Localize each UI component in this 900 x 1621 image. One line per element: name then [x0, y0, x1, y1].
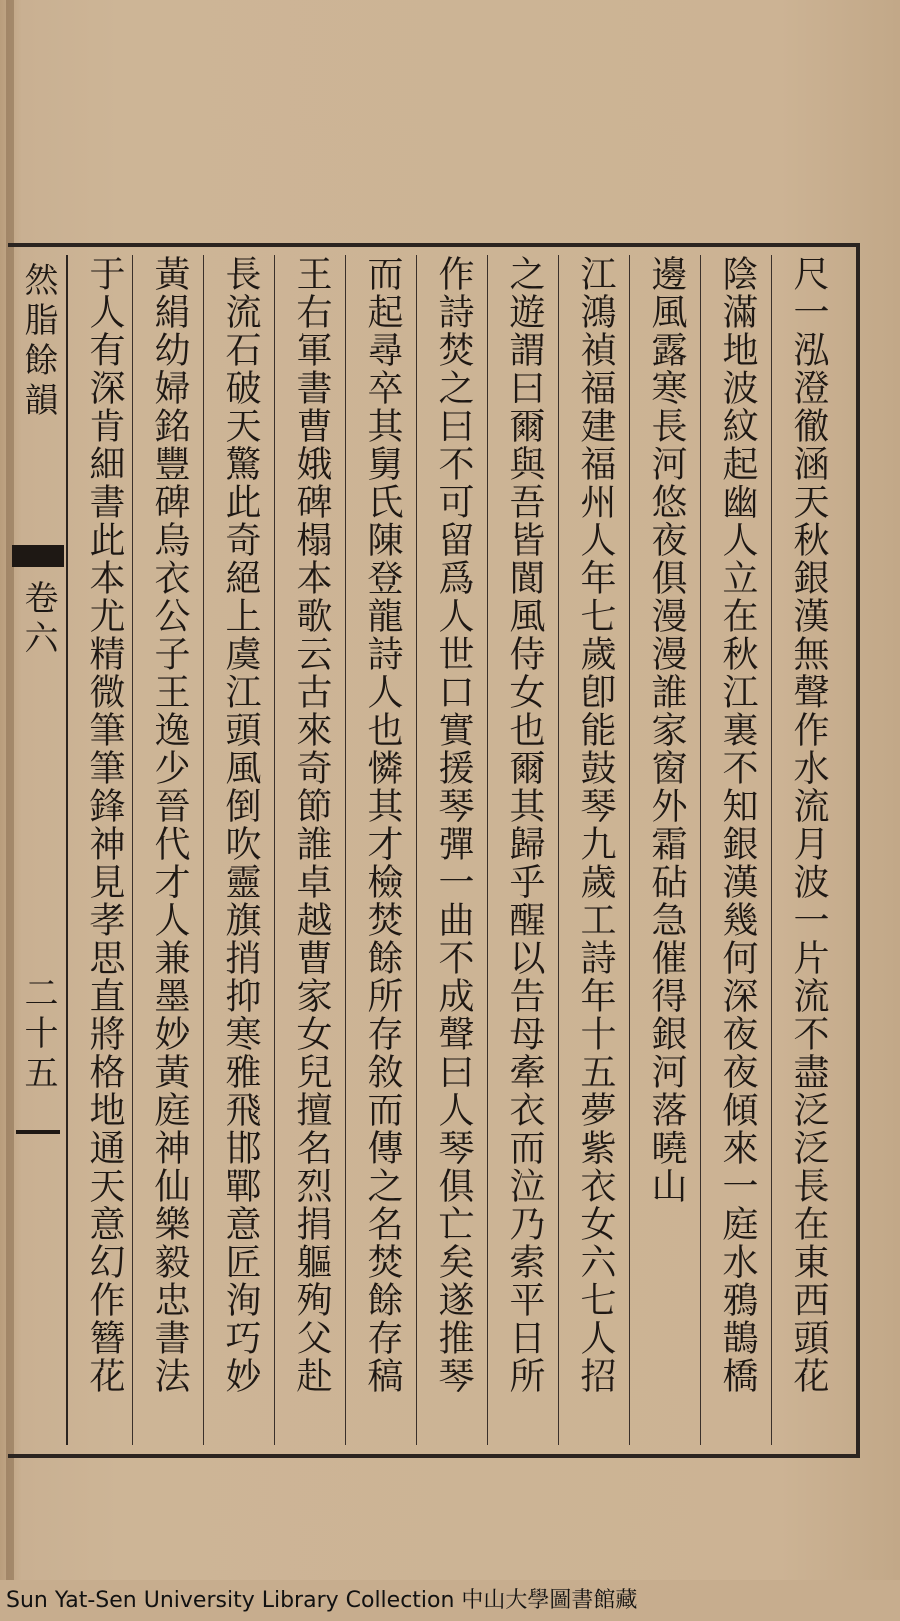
- text-column: 之遊謂曰爾與吾皆閬風侍女也爾其歸乎醒以告母牽衣而泣乃索平日所: [504, 255, 545, 1395]
- collection-credit: Sun Yat-Sen University Library Collection 中山大學圖書館藏: [0, 1580, 900, 1621]
- page-number: 二十五: [18, 975, 58, 1095]
- text-column: 陰滿地波紋起幽人立在秋江裏不知銀漢幾何深夜夜傾來一庭水鴉鵲橋: [717, 255, 758, 1395]
- text-column: 而起尋卒其舅氏陳登龍詩人也憐其才檢焚餘所存敘而傳之名焚餘存稿: [362, 255, 403, 1395]
- book-title: 然脂餘韻: [18, 262, 58, 422]
- margin-column: [8, 255, 68, 1445]
- text-column: 尺一泓澄徹涵天秋銀漢無聲作水流月波一片流不盡泛泛長在東西頭花: [788, 255, 829, 1395]
- text-column: 于人有深肯細書此本尤精微筆筆鋒神見孝思直將格地通天意幻作簪花: [84, 255, 125, 1395]
- volume-label: 卷六: [18, 580, 58, 660]
- text-column: 邊風露寒長河悠夜俱漫漫誰家窗外霜砧急催得銀河落曉山: [646, 255, 687, 1205]
- text-column: 作詩焚之曰不可留爲人世口實援琴彈一曲不成聲曰人琴俱亡矣遂推琴: [433, 255, 474, 1395]
- text-column: 黃絹幼婦銘豐碑烏衣公子王逸少晉代才人兼墨妙黃庭神仙樂毅忠書法: [149, 255, 190, 1395]
- fish-tail-mark: [12, 545, 64, 567]
- text-column: 長流石破天驚此奇絕上虞江頭風倒吹靈旗捎抑寒雅飛邯鄲意匠洵巧妙: [220, 255, 261, 1395]
- text-column: 江鴻禎福建福州人年七歲卽能鼓琴九歲工詩年十五夢紫衣女六七人招: [575, 255, 616, 1395]
- margin-rule: [16, 1130, 60, 1134]
- text-column: 王右軍書曹娥碑榻本歌云古來奇節誰卓越曹家女兒擅名烈捐軀殉父赴: [291, 255, 332, 1395]
